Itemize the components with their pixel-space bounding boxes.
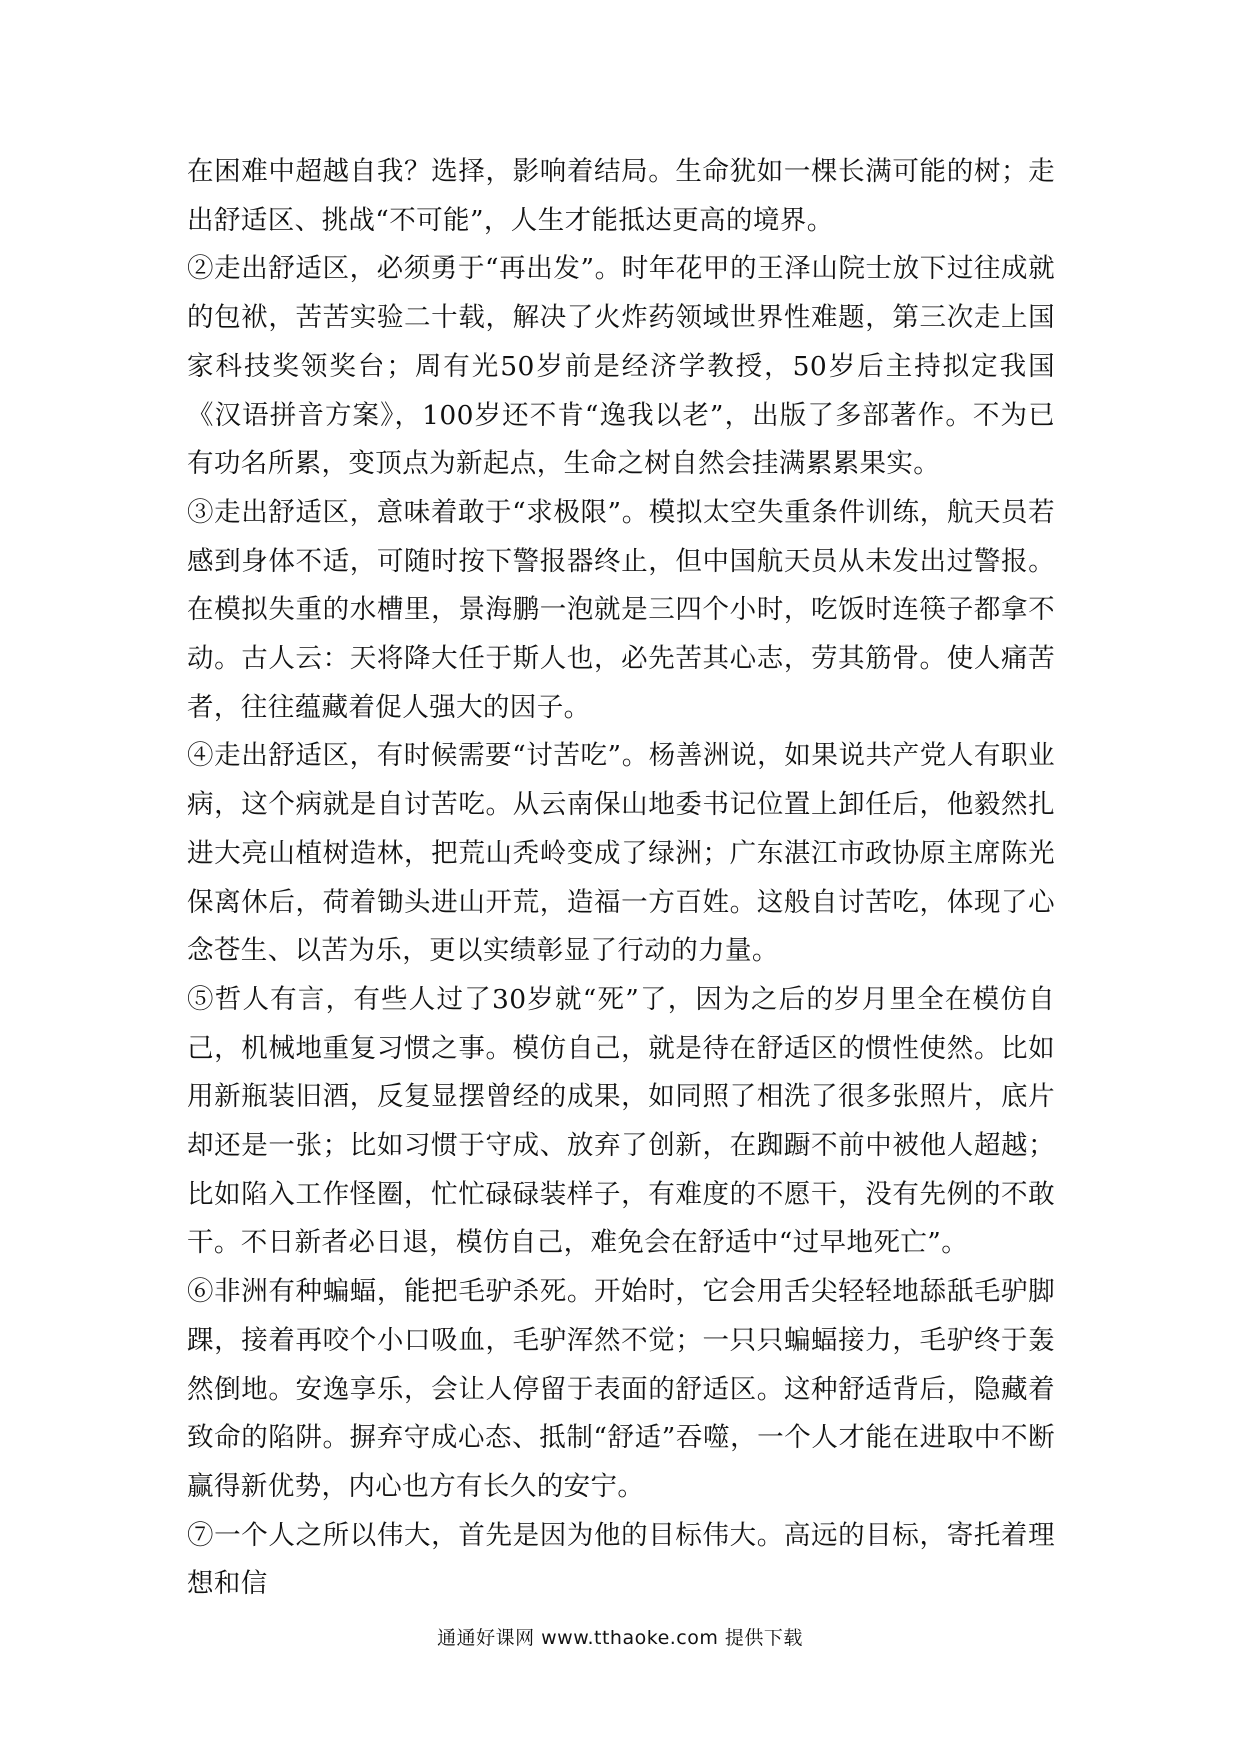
paragraph-continuation: 在困难中超越自我？选择，影响着结局。生命犹如一棵长满可能的树；走出舒适区、挑战“不可能”，人生才能抵达更高的境界。 [187,156,1055,236]
article-body [187,148,1055,1609]
paragraph-5: ⑤哲人有言，有些人过了30岁就“死”了，因为之后的岁月里全在模仿自己，机械地重复习惯之事。模仿自己，就是待在舒适区的惯性使然。比如用新瓶装旧酒，反复显摆曾经的成果，如同照了相洗了很多张照片，底片却还是一张；比如习惯于守成、放弃了创新，在踟蹰不前中被他人超越；比如陷入工作怪圈，忙忙碌碌装样子，有难度的不愿干，没有先例的不敢干。不日新者必日退，模仿自己，难免会在舒适中“过早地死亡”。 [187,983,1055,1259]
paragraph-6: ⑥非洲有种蝙蝠，能把毛驴杀死。开始时，它会用舌尖轻轻地舔舐毛驴脚踝，接着再咬个小口吸血，毛驴浑然不觉；一只只蝙蝠接力，毛驴终于轰然倒地。安逸享乐，会让人停留于表面的舒适区。这种舒适背后，隐藏着致命的陷阱。摒弃守成心态、抵制“舒适”吞噬，一个人才能在进取中不断赢得新优势，内心也方有长久的安宁。 [187,1276,1055,1502]
paragraph-2: ②走出舒适区，必须勇于“再出发”。时年花甲的王泽山院士放下过往成就的包袱，苦苦实验二十载，解决了火炸药领域世界性难题，第三次走上国家科技奖领奖台；周有光50岁前是经济学教授，50岁后主持拟定我国《汉语拼音方案》，100岁还不肯“逸我以老”，出版了多部著作。不为已有功名所累，变顶点为新起点，生命之树自然会挂满累累果实。 [187,253,1055,480]
paragraph-7: ⑦一个人之所以伟大，首先是因为他的目标伟大。高远的目标，寄托着理想和信 [187,1519,1055,1600]
page-footer: 通通好课网 www.tthaoke.com 提供下载 [437,1627,803,1649]
paragraph-3: ③走出舒适区，意味着敢于“求极限”。模拟太空失重条件训练，航天员若感到身体不适，可随时按下警报器终止，但中国航天员从未发出过警报。在模拟失重的水槽里，景海鹏一泡就是三四个小时，吃饭时连筷子都拿不动。古人云：天将降大任于斯人也，必先苦其心志，劳其筋骨。使人痛苦者，往往蕴藏着促人强大的因子。 [187,496,1055,723]
paragraph-4: ④走出舒适区，有时候需要“讨苦吃”。杨善洲说，如果说共产党人有职业病，这个病就是自讨苦吃。从云南保山地委书记位置上卸任后，他毅然扎进大亮山植树造林，把荒山秃岭变成了绿洲；广东湛江市政协原主席陈光保离休后，荷着锄头进山开荒，造福一方百姓。这般自讨苦吃，体现了心念苍生、以苦为乐，更以实绩彰显了行动的力量。 [187,740,1055,967]
